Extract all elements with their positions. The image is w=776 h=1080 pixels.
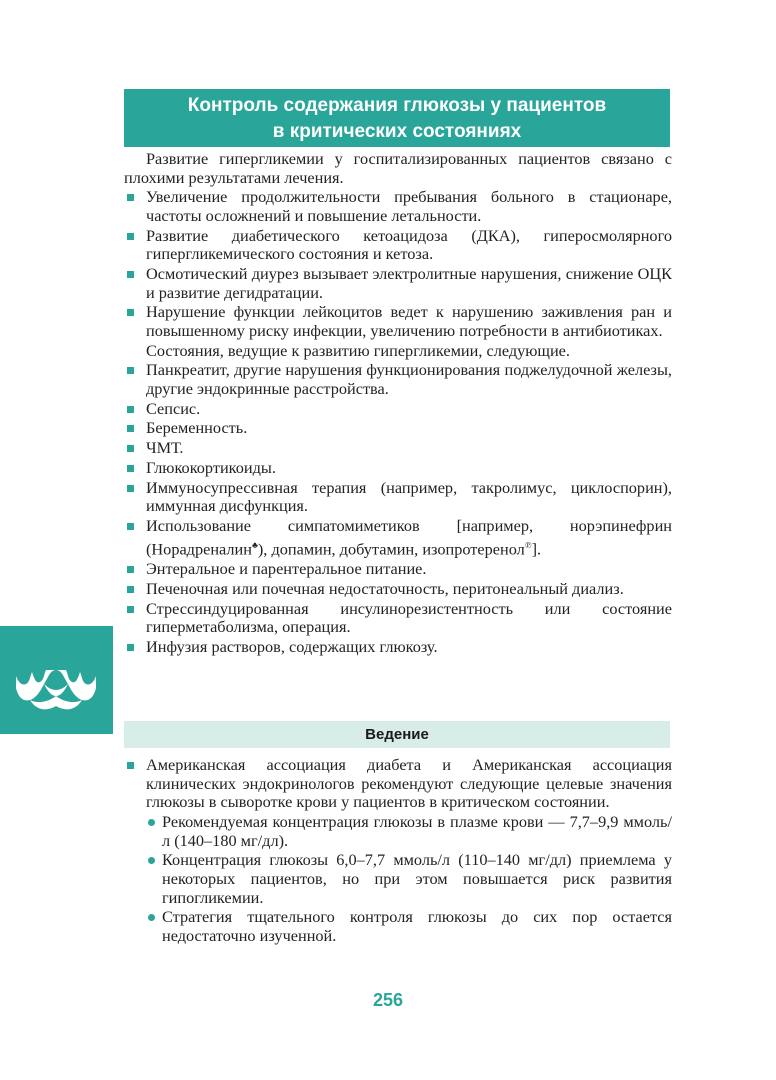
- page-number: 256: [372, 990, 404, 1010]
- sub-list-item: Концентрация глюкозы 6,0–7,7 ммоль/л (110–140 мг/дл) приемлема у некоторых пациентов, но при этом повышается риск развития гипогликемии.: [124, 851, 672, 907]
- list-item: ЧМТ.: [124, 439, 672, 458]
- management-text: [124, 756, 672, 947]
- list-item: Глюкокортикоиды.: [124, 459, 672, 478]
- list-item: Панкреатит, другие нарушения функционирования поджелудочной железы, другие эндокринные расстройства.: [124, 361, 672, 398]
- square-bullet-icon: [127, 762, 134, 769]
- square-bullet-icon: [127, 465, 134, 472]
- square-bullet-icon: [127, 606, 134, 613]
- list-item: Осмотический диурез вызывает электролитные нарушения, снижение ОЦК и развитие дегидратации.: [124, 265, 672, 302]
- title-line-2: в критических состояниях: [272, 121, 522, 142]
- registered-mark: ℗: [524, 539, 532, 550]
- square-bullet-icon: [127, 586, 134, 593]
- square-bullet-icon: [127, 485, 134, 492]
- square-bullet-icon: [127, 425, 134, 432]
- list-item: Нарушение функции лейкоцитов ведет к нарушению заживления ран и повышенному риску инфекции, увеличению потребности в антибиотиках.: [124, 303, 672, 340]
- list-item: Стрессиндуцированная инсулинорезистентность или состояние гиперметаболизма, операция.: [124, 600, 672, 637]
- square-bullet-icon: [127, 644, 134, 651]
- list-item: Печеночная или почечная недостаточность, перитонеальный диализ.: [124, 580, 672, 599]
- thyroid-gland-icon: [0, 626, 113, 734]
- round-bullet-icon: [148, 819, 155, 826]
- list-item: Использование симпатомиметиков [например, норэпинефрин (Норадреналин♣), допамин, добутамин, изопротеренол℗].: [124, 517, 672, 559]
- section-heading: Ведение: [124, 721, 670, 748]
- list-item: Увеличение продолжительности пребывания больного в стационаре, частоты осложнений и повышение летальности.: [124, 188, 672, 225]
- trademark-mark: ♣: [251, 539, 258, 550]
- intro-paragraph: Развитие гипергликемии у госпитализированных пациентов связано с плохими результатами лечения.: [124, 149, 672, 187]
- sub-list-item: Рекомендуемая концентрация глюкозы в плазме крови — 7,7–9,9 ммоль/л (140–180 мг/дл).: [124, 813, 672, 850]
- list-item: Иммуносупрессивная терапия (например, такролимус, циклоспорин), иммунная дисфункция.: [124, 479, 672, 516]
- list-item: Американская ассоциация диабета и Американская ассоциация клинических эндокринологов рекомендуют следующие целевые значения глюкозы в сыворотке крови у пациентов в критическом состоянии.: [124, 756, 672, 812]
- square-bullet-icon: [127, 233, 134, 240]
- list-item: Инфузия растворов, содержащих глюкозу.: [124, 638, 672, 657]
- square-bullet-icon: [127, 523, 134, 530]
- chapter-side-tab: [0, 626, 113, 734]
- square-bullet-icon: [127, 194, 134, 201]
- square-bullet-icon: [127, 367, 134, 374]
- title-line-1: Контроль содержания глюкозы у пациентов: [187, 95, 607, 116]
- list-item: Сепсис.: [124, 400, 672, 419]
- square-bullet-icon: [127, 309, 134, 316]
- square-bullet-icon: [127, 445, 134, 452]
- sub-list-item: Стратегия тщательного контроля глюкозы до сих пор остается недостаточно изученной.: [124, 908, 672, 945]
- conditions-intro: Состояния, ведущие к развитию гипергликемии, следующие.: [146, 340, 570, 360]
- square-bullet-icon: [127, 566, 134, 573]
- list-item: Развитие диабетического кетоацидоза (ДКА), гиперосмолярного гипергликемического состояния и кетоза.: [124, 227, 672, 264]
- main-text: [124, 150, 672, 658]
- list-item: Энтеральное и парентеральное питание.: [124, 560, 672, 579]
- round-bullet-icon: [148, 857, 155, 864]
- chapter-title-banner: [124, 89, 670, 147]
- square-bullet-icon: [127, 271, 134, 278]
- round-bullet-icon: [148, 914, 155, 921]
- square-bullet-icon: [127, 406, 134, 413]
- list-item: Беременность.: [124, 419, 672, 438]
